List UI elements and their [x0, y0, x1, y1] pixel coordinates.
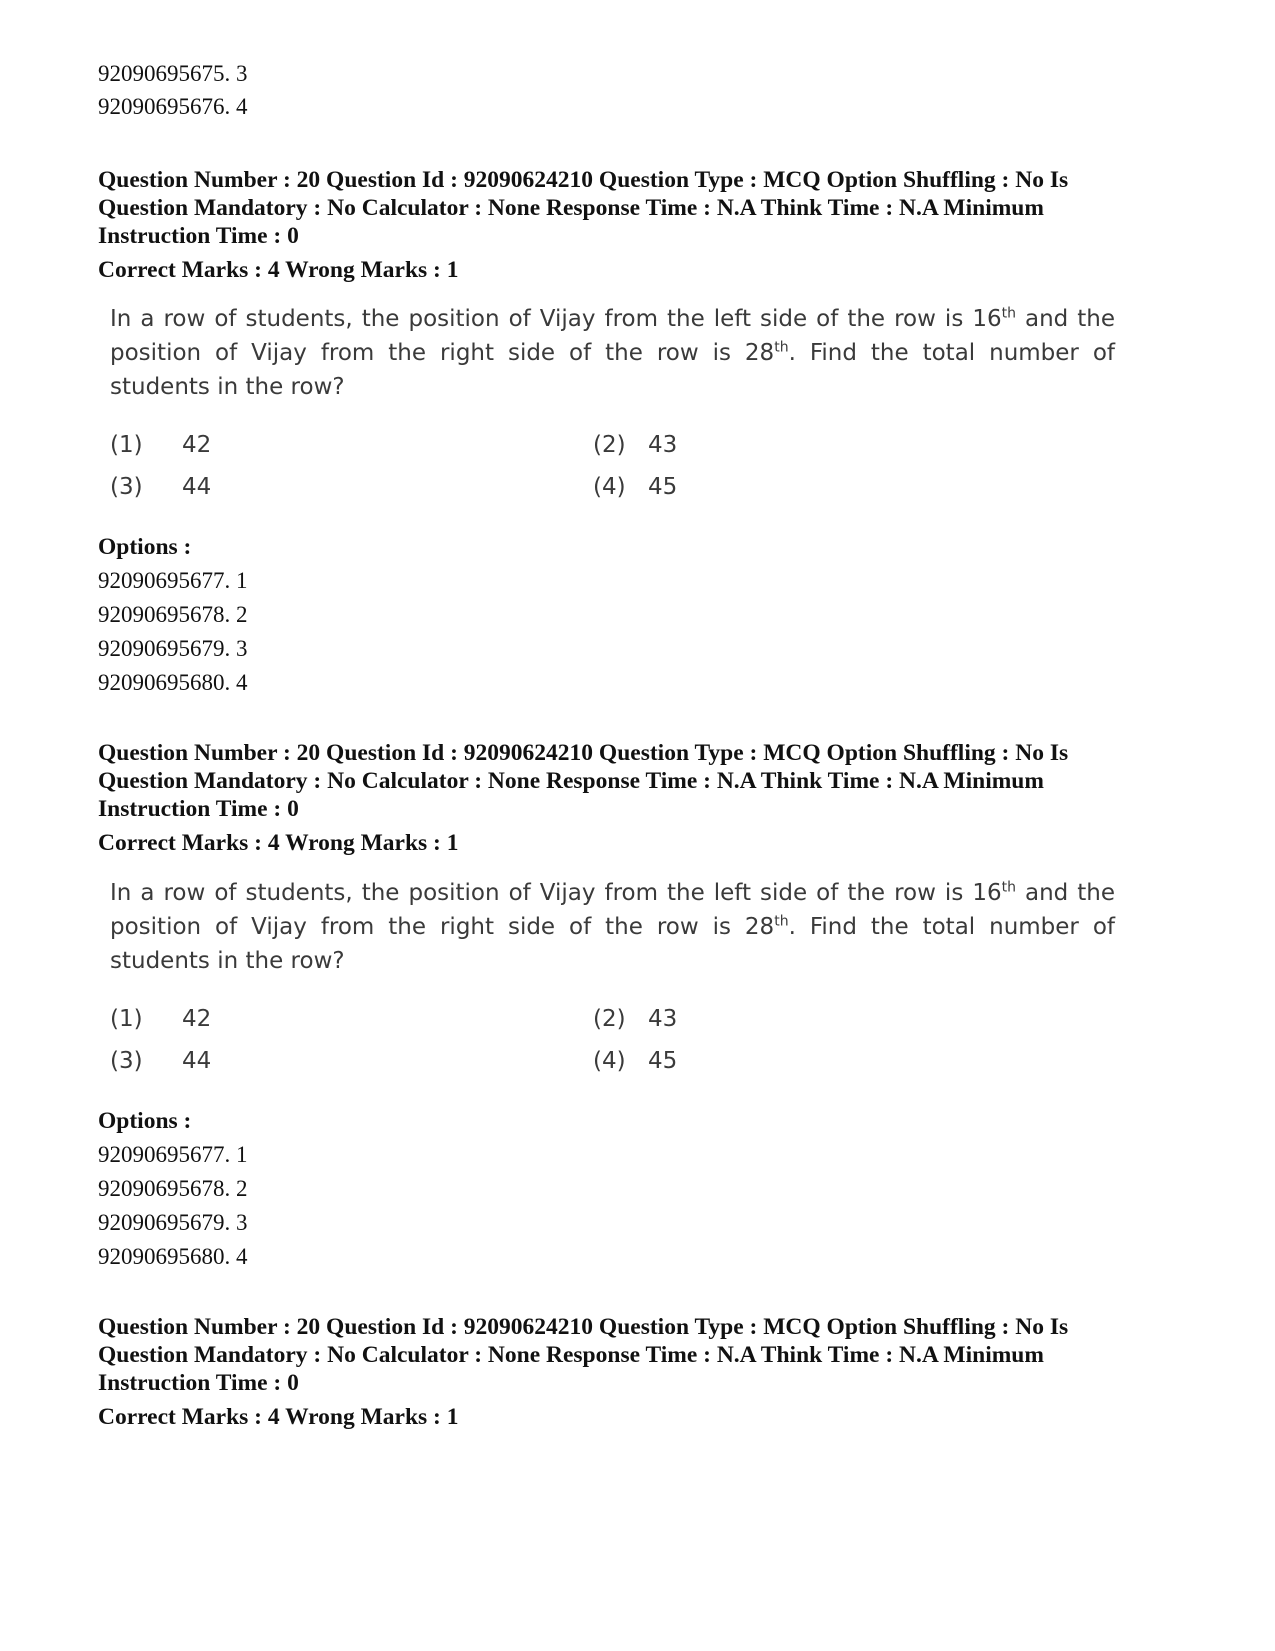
- question-header: [98, 166, 1198, 284]
- option-line: 92090695676. 4: [98, 94, 248, 119]
- option-line: 92090695679. 3: [98, 1210, 248, 1235]
- answer-choices: [110, 998, 1110, 1082]
- question-meta-line: Question Mandatory : No Calculator : None Response Time : N.A Think Time : N.A Minimum: [98, 1342, 1044, 1368]
- options-list: [98, 1104, 1198, 1274]
- question-meta-line: Question Mandatory : No Calculator : None Response Time : N.A Think Time : N.A Minimum: [98, 195, 1044, 221]
- question-meta-line: Question Number : 20 Question Id : 92090624210 Question Type : MCQ Option Shuffling : No Is: [98, 167, 1069, 193]
- option-line: 92090695675. 3: [98, 61, 248, 86]
- marks-line: Correct Marks : 4 Wrong Marks : 1: [98, 830, 459, 856]
- question-body: [110, 302, 1120, 508]
- option-line: 92090695678. 2: [98, 602, 248, 627]
- marks-line: Correct Marks : 4 Wrong Marks : 1: [98, 1404, 459, 1430]
- answer-choices: [110, 424, 1110, 508]
- answer-choice: (4) 45: [593, 474, 678, 500]
- question-text: In a row of students, the position of Vijay from the left side of the row is 16th and the position of Vijay from the right side of the row is 28th. Find the total number of students in the row?: [110, 879, 1116, 974]
- option-line: 92090695680. 4: [98, 1244, 248, 1269]
- answer-choice: (3) 44: [110, 1048, 212, 1074]
- answer-choice: (1) 42: [110, 1006, 212, 1032]
- question-meta-line: Question Mandatory : No Calculator : None Response Time : N.A Think Time : N.A Minimum: [98, 768, 1044, 794]
- question-body: [110, 876, 1120, 1082]
- option-line: 92090695677. 1: [98, 1142, 248, 1167]
- question-meta-line: Instruction Time : 0: [98, 1370, 299, 1396]
- answer-choice: (1) 42: [110, 432, 212, 458]
- question-meta-line: Instruction Time : 0: [98, 223, 299, 249]
- option-line: 92090695678. 2: [98, 1176, 248, 1201]
- question-meta-line: Question Number : 20 Question Id : 92090624210 Question Type : MCQ Option Shuffling : No Is: [98, 1314, 1069, 1340]
- options-label: Options :: [98, 534, 192, 560]
- option-line: 92090695679. 3: [98, 636, 248, 661]
- question-header: [98, 739, 1198, 857]
- answer-choice: (2) 43: [593, 432, 678, 458]
- question-text: In a row of students, the position of Vijay from the left side of the row is 16th and the position of Vijay from the right side of the row is 28th. Find the total number of students in the row?: [110, 305, 1116, 400]
- question-meta-line: Question Number : 20 Question Id : 92090624210 Question Type : MCQ Option Shuffling : No Is: [98, 740, 1069, 766]
- question-meta-line: Instruction Time : 0: [98, 796, 299, 822]
- options-label: Options :: [98, 1108, 192, 1134]
- answer-choice: (3) 44: [110, 474, 212, 500]
- option-line: 92090695677. 1: [98, 568, 248, 593]
- answer-choice: (2) 43: [593, 1006, 678, 1032]
- answer-choice: (4) 45: [593, 1048, 678, 1074]
- option-line: 92090695680. 4: [98, 670, 248, 695]
- marks-line: Correct Marks : 4 Wrong Marks : 1: [98, 257, 459, 283]
- options-list: [98, 530, 1198, 700]
- question-header: [98, 1313, 1198, 1431]
